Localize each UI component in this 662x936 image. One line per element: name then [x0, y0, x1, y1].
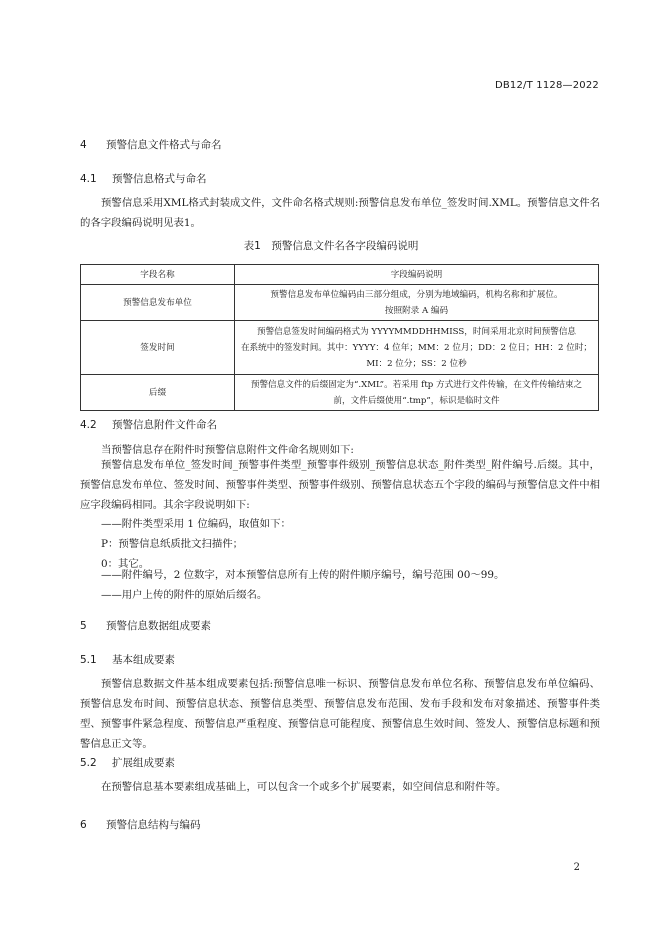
section-title: 预警信息文件格式与命名: [106, 139, 222, 151]
table-row: [81, 321, 599, 375]
section-5-2-paragraph: 在预警信息基本要素组成基础上，可以包含一个或多个扩展要素，如空间信息和附件等。: [101, 781, 507, 793]
section-number: 5: [80, 620, 87, 632]
section-number: 4.1: [80, 173, 97, 185]
section-4-2-paragraph: 预警信息发布单位_签发时间_预警事件类型_预警事件级别_预警信息状态_附件类型_附件编号.后缀。其中，预警信息发布单位、签发时间、预警事件类型、预警事件级别、预警信息状态五个字段的编码与预警信息文件中相应字段编码相同。其余字段说明如下:: [80, 459, 600, 511]
section-5-1-paragraph: 预警信息数据文件基本组成要素包括:预警信息唯一标识、预警信息发布单位名称、预警信息发布单位编码、预警信息发布时间、预警信息状态、预警信息类型、预警信息发布范围、发布手段和发布对象描述、预警事件类型、预警事件紧急程度、预警信息严重程度、预警信息可能程度、预警信息生效时间、签发人、预警信息标题和预警信息正文等。: [80, 678, 600, 750]
section-5-2-heading: [80, 755, 175, 770]
section-6-heading: [80, 817, 201, 832]
section-number: 5.2: [80, 757, 97, 769]
section-number: 5.1: [80, 654, 97, 666]
list-item: P：预警信息纸质批文扫描件；: [101, 538, 244, 550]
desc-line: MI：2 位分；SS：2 位秒: [366, 358, 467, 369]
section-4-1-heading: [80, 171, 207, 186]
list-item: ——用户上传的附件的原始后缀名。: [101, 589, 268, 601]
desc-line: 按照附录 A 编码: [384, 305, 449, 316]
list-item: ——附件类型采用 1 位编码，取值如下：: [101, 518, 291, 530]
table-cell-desc: [235, 285, 599, 321]
table-row: [81, 375, 599, 411]
table-1: [80, 264, 599, 411]
table-cell-name: 签发时间: [81, 321, 235, 375]
table-1-caption: 表1 预警信息文件名各字段编码说明: [243, 240, 419, 252]
desc-line: 预警信息发布单位编码由三部分组成，分别为地域编码，机构名称和扩展位。: [270, 289, 563, 300]
section-4-heading: [80, 137, 222, 152]
table-row: [81, 285, 599, 321]
section-title: 预警信息附件文件命名: [112, 419, 217, 431]
section-5-1-heading: [80, 652, 175, 667]
table-header-row: [81, 265, 599, 285]
desc-line: 预警信息文件的后缀固定为“.XML”。若采用 ftp 方式进行文件传输，在文件传输结束之: [250, 379, 583, 390]
table-cell-desc: [235, 321, 599, 375]
page-number: 2: [573, 862, 580, 873]
section-title: 预警信息格式与命名: [112, 173, 207, 185]
section-4-2-heading: [80, 417, 217, 432]
section-number: 4.2: [80, 419, 97, 431]
table-header-cell: 字段名称: [81, 265, 235, 285]
desc-line: 预警信息签发时间编码格式为 YYYYMMDDHHMISS，时间采用北京时间预警信息: [256, 326, 577, 337]
desc-line: 在系统中的签发时间。其中：YYYY：4 位年；MM：2 位月；DD：2 位日；HH：2 位时；: [240, 342, 593, 353]
document-id: DB12/T 1128—2022: [494, 80, 599, 91]
list-item: 0：其它。: [101, 558, 150, 570]
table-cell-name: 后缀: [81, 375, 235, 411]
section-4-2-line1: 当预警信息存在附件时预警信息附件文件命名规则如下:: [101, 444, 354, 456]
desc-line: 前，文件后缀使用“.tmp”，标识是临时文件: [333, 395, 500, 406]
section-4-1-paragraph: 预警信息采用XML格式封装成文件，文件命名格式规则:预警信息发布单位_签发时间.XML。预警信息文件名的各字段编码说明见表1。: [80, 197, 600, 229]
table-cell-desc: [235, 375, 599, 411]
section-number: 4: [80, 139, 87, 151]
section-5-heading: [80, 618, 211, 633]
section-title: 基本组成要素: [112, 654, 175, 666]
section-number: 6: [80, 819, 87, 831]
section-title: 扩展组成要素: [112, 757, 175, 769]
table-header-cell: 字段编码说明: [235, 265, 599, 285]
section-title: 预警信息结构与编码: [106, 819, 201, 831]
section-title: 预警信息数据组成要素: [106, 620, 211, 632]
list-item: ——附件编号，2 位数字，对本预警信息所有上传的附件顺序编号，编号范围 00～99。: [101, 569, 505, 581]
table-cell-name: 预警信息发布单位: [81, 285, 235, 321]
